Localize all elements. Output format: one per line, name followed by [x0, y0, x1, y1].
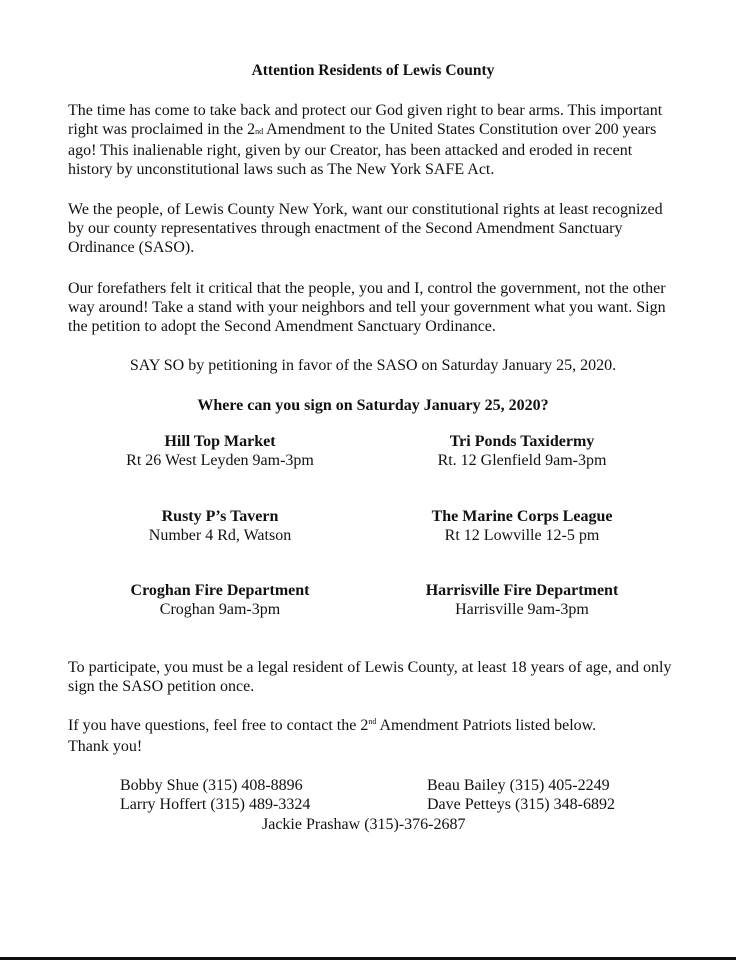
contact-dave-petteys: Dave Petteys (315) 348-6892	[427, 796, 615, 813]
ordinal-superscript: nd	[368, 717, 377, 726]
paragraph-text: The time has come to take back and protect our God given right to bear arms. This important right was proclaimed in the 2	[68, 102, 663, 138]
paragraph-text: If you have questions, feel free to contact the 2	[68, 717, 369, 734]
location-detail: Harrisville 9am-3pm	[455, 601, 589, 618]
location-tri-ponds-taxidermy	[372, 432, 672, 470]
contact-bobby-shue: Bobby Shue (315) 408-8896	[120, 777, 303, 794]
location-detail: Rt 12 Lowville 12-5 pm	[444, 527, 600, 544]
location-hill-top-market	[70, 432, 370, 470]
location-detail: Rt. 12 Glenfield 9am-3pm	[437, 452, 607, 469]
paragraph-we-the-people: We the people, of Lewis County New York, want our constitutional rights at least recognized by our county representatives through enactment of the Second Amendment Sanctuary Ordinance (SASO).	[68, 201, 663, 256]
location-rusty-ps-tavern	[70, 507, 370, 545]
location-name: Hill Top Market	[164, 433, 276, 450]
ordinal-superscript: nd	[255, 127, 264, 136]
location-name: Tri Ponds Taxidermy	[449, 433, 595, 450]
location-name: The Marine Corps League	[431, 508, 613, 525]
location-name: Rusty P’s Tavern	[161, 508, 279, 525]
contact-beau-bailey: Beau Bailey (315) 405-2249	[427, 777, 610, 794]
location-marine-corps-league	[372, 507, 672, 545]
paragraph-text: Amendment Patriots listed below.	[376, 717, 597, 734]
paragraph-forefathers: Our forefathers felt it critical that the people, you and I, control the government, not the other way around! Take a stand with your neighbors and tell your government what you want. Sign the petition to adopt the Second Amendment Sanctuary Ordinance.	[68, 280, 666, 335]
location-croghan-fire-department	[70, 581, 370, 619]
thank-you-text: Thank you!	[68, 738, 143, 755]
say-so-line: SAY SO by petitioning in favor of the SASO on Saturday January 25, 2020.	[129, 357, 617, 374]
contact-jackie-prashaw: Jackie Prashaw (315)-376-2687	[262, 816, 466, 833]
flyer-title: Attention Residents of Lewis County	[251, 62, 495, 79]
location-detail: Rt 26 West Leyden 9am-3pm	[126, 452, 314, 469]
location-detail: Number 4 Rd, Watson	[148, 527, 292, 544]
location-name: Harrisville Fire Department	[425, 582, 619, 599]
paragraph-right-to-bear-arms	[68, 101, 678, 179]
contact-larry-hoffert: Larry Hoffert (315) 489-3324	[120, 796, 311, 813]
location-harrisville-fire-department	[372, 581, 672, 619]
location-name: Croghan Fire Department	[130, 582, 310, 599]
location-detail: Croghan 9am-3pm	[159, 601, 281, 618]
paragraph-text: Amendment to the United States Constitution over 200 years ago! This inalienable right, given by our Creator, has been attacked and eroded in recent history by unconstitutional laws such as The New York SAFE Act.	[68, 121, 657, 178]
paragraph-eligibility: To participate, you must be a legal resident of Lewis County, at least 18 years of age, and only sign the SASO petition once.	[68, 659, 672, 695]
paragraph-contact-info	[68, 716, 678, 756]
where-to-sign-heading: Where can you sign on Saturday January 25, 2020?	[197, 397, 549, 414]
